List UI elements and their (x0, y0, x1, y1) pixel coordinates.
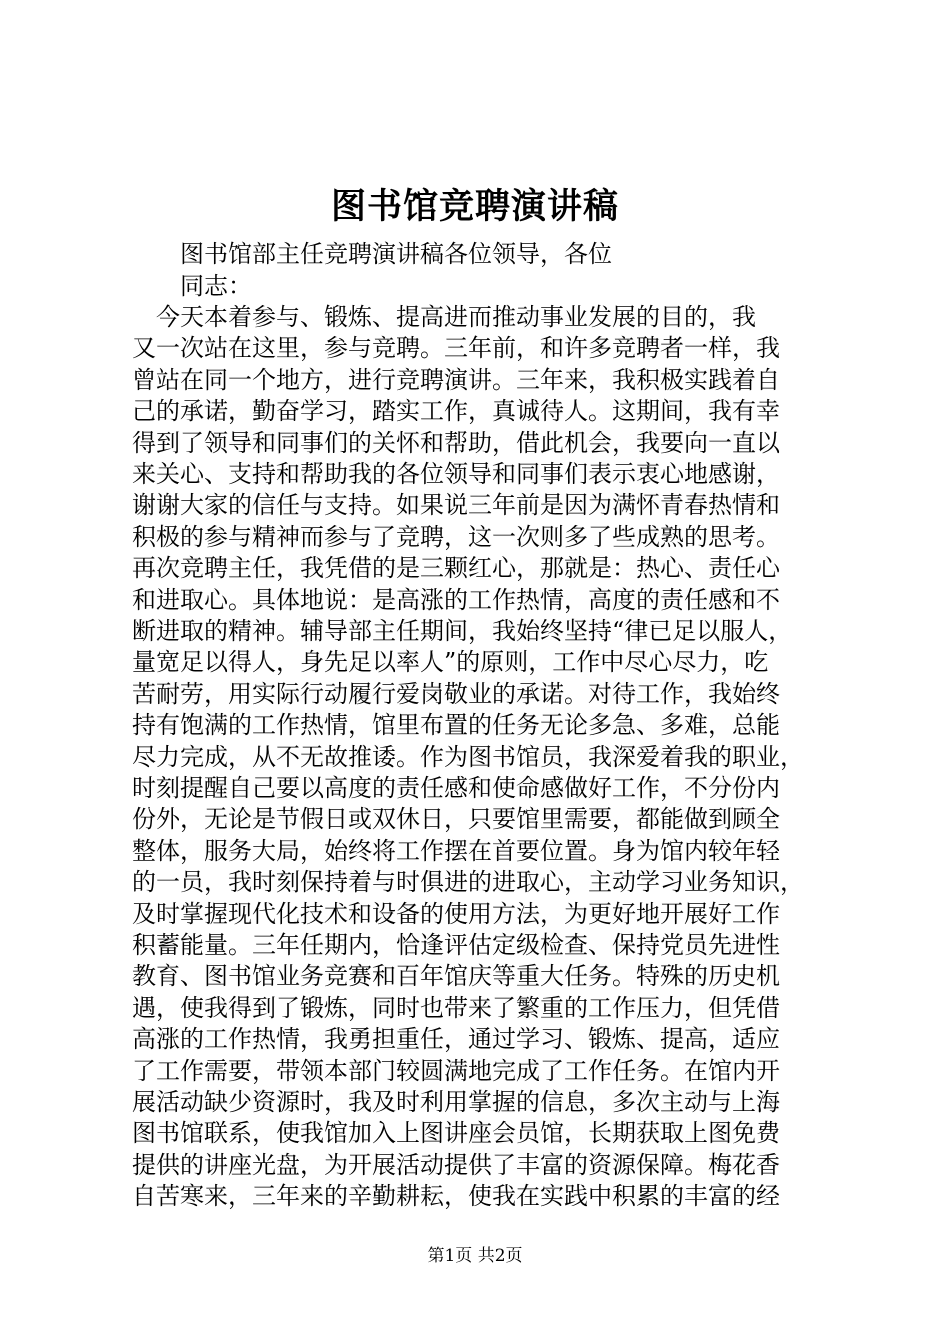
body-line: 苦耐劳，用实际行动履行爱岗敬业的承诺。对待工作，我始终 (132, 679, 780, 708)
body-line: 遇，使我得到了锻炼，同时也带来了繁重的工作压力，但凭借 (132, 993, 780, 1022)
body-line: 了工作需要，带领本部门较圆满地完成了工作任务。在馆内开 (132, 1056, 780, 1085)
body-line: 提供的讲座光盘，为开展活动提供了丰富的资源保障。梅花香 (132, 1150, 780, 1179)
document-title: 图书馆竞聘演讲稿 (330, 186, 619, 227)
body-line: 自苦寒来，三年来的辛勤耕耘，使我在实践中积累的丰富的经 (132, 1182, 780, 1211)
subtitle-line: 同志： (180, 272, 252, 300)
body-line: 再次竞聘主任，我凭借的是三颗红心，那就是：热心、责任心 (132, 554, 780, 583)
body-line: 又一次站在这里，参与竞聘。三年前，和许多竞聘者一样，我 (132, 334, 780, 363)
subtitle-line: 图书馆部主任竞聘演讲稿各位领导，各位 (180, 240, 612, 268)
body-line: 尽力完成，从不无故推诿。作为图书馆员，我深爱着我的职业， (132, 742, 804, 771)
page-footer: 第1页 共2页 (427, 1246, 523, 1266)
body-line: 得到了领导和同事们的关怀和帮助，借此机会，我要向一直以 (132, 428, 780, 457)
body-line: 今天本着参与、锻炼、提高进而推动事业发展的目的，我 (132, 303, 756, 331)
body-line: 积蓄能量。三年任期内，恰逢评估定级检查、保持党员先进性 (132, 931, 780, 959)
body-line: 份外，无论是节假日或双休日，只要馆里需要，都能做到顾全 (132, 805, 780, 834)
body-line: 曾站在同一个地方，进行竞聘演讲。三年来，我积极实践着自 (132, 365, 780, 394)
body-line: 高涨的工作热情，我勇担重任，通过学习、锻炼、提高，适应 (132, 1025, 780, 1054)
body-line: 教育、图书馆业务竞赛和百年馆庆等重大任务。特殊的历史机 (132, 962, 780, 991)
body-line: 己的承诺，勤奋学习，踏实工作，真诚待人。这期间，我有幸 (132, 397, 780, 426)
body-line: 谢谢大家的信任与支持。如果说三年前是因为满怀青春热情和 (132, 491, 780, 520)
body-line: 图书馆联系，使我馆加入上图讲座会员馆，长期获取上图免费 (132, 1119, 780, 1148)
body-line: 及时掌握现代化技术和设备的使用方法，为更好地开展好工作 (132, 899, 780, 928)
body-line: 积极的参与精神而参与了竞聘，这一次则多了些成熟的思考。 (132, 522, 780, 551)
body-line: 整体，服务大局，始终将工作摆在首要位置。身为馆内较年轻 (132, 836, 780, 865)
body-line: 展活动缺少资源时，我及时利用掌握的信息，多次主动与上海 (132, 1088, 780, 1116)
body-line: 持有饱满的工作热情，馆里布置的任务无论多急、多难，总能 (132, 711, 780, 740)
body-line: 时刻提醒自己要以高度的责任感和使命感做好工作，不分份内 (132, 774, 780, 802)
body-line: 和进取心。具体地说：是高涨的工作热情，高度的责任感和不 (132, 585, 780, 614)
body-line: 来关心、支持和帮助我的各位领导和同事们表示衷心地感谢， (132, 460, 780, 488)
body-line: 的一员，我时刻保持着与时俱进的进取心，主动学习业务知识， (132, 868, 804, 897)
body-line: 量宽足以得人，身先足以率人”的原则，工作中尽心尽力，吃 (132, 648, 769, 677)
body-line: 断进取的精神。辅导部主任期间，我始终坚持“律已足以服人， (132, 617, 793, 645)
